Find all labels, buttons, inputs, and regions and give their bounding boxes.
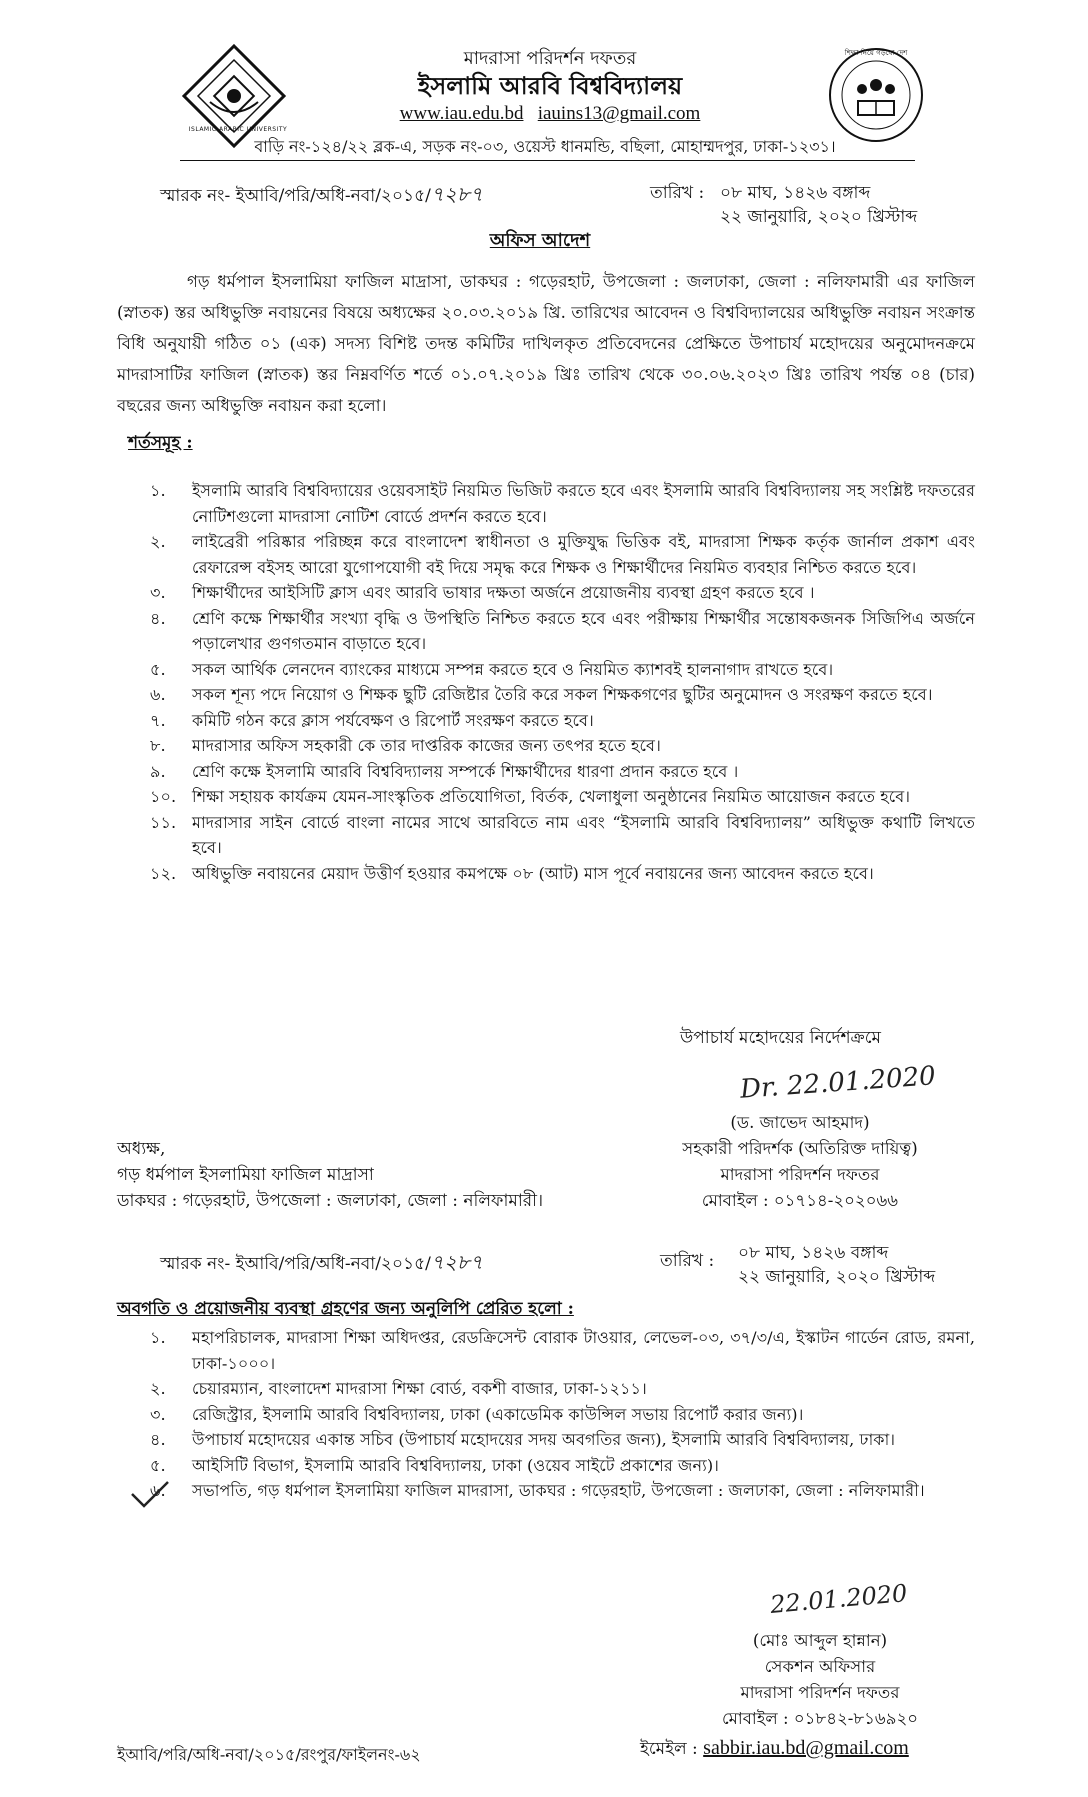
list-item: ৫. আইসিটি বিভাগ, ইসলামি আরবি বিশ্ববিদ্যালয়, ঢাকা (ওয়েব সাইটে প্রকাশের জন্য)।	[150, 1455, 719, 1475]
list-item: ৪. শ্রেণি কক্ষে শিক্ষার্থীর সংখ্যা বৃদ্ধি ও উপস্থিতি নিশ্চিত করতে হবে এবং পরীক্ষায় শিক্ষার্থীর সন্তোষকজনক সিজিপিএ অর্জনে পড়ালেখার গুণগতমান বাড়াতে হবে।	[150, 608, 975, 653]
list-item: ৯. শ্রেণি কক্ষে ইসলামি আরবি বিশ্ববিদ্যালয় সম্পর্কে শিক্ষার্থীদের ধারণা প্রদান করতে হবে ।	[150, 761, 739, 781]
signature-1-handwriting: Dr. 22.01.2020	[739, 1061, 937, 1105]
document-title: অফিস আদেশ	[489, 230, 591, 251]
directive-text: উপাচার্য মহোদয়ের নির্দেশক্রমে	[680, 1028, 881, 1048]
recipient-title: অধ্যক্ষ,	[117, 1139, 166, 1159]
memo-date-bangla-2: ০৮ মাঘ, ১৪২৬ বঙ্গাব্দ	[738, 1243, 889, 1263]
list-item: ৬. সভাপতি, গড় ধর্মপাল ইসলামিয়া ফাজিল মাদরাসা, ডাকঘর : গড়েরহাট, উপজেলা : জলঢাকা, জেলা : নলিফামারী।	[150, 1481, 925, 1500]
footer-reference: ইআবি/পরি/অধি-নবা/২০১৫/রংপুর/ফাইলনং-৬২	[117, 1745, 421, 1764]
signatory-1-name: (ড. জাভেদ আহমাদ)	[730, 1113, 870, 1132]
list-item: ৫. সকল আর্থিক লেনদেন ব্যাংকের মাধ্যমে সম্পন্ন করতে হবে ও নিয়মিত ক্যাশবই হালনাগাদ রাখতে হবে।	[150, 659, 834, 679]
email-label: ইমেইল :	[640, 1739, 698, 1759]
list-item: ৬. সকল শূন্য পদে নিয়োগ ও শিক্ষক ছুটি রেজিষ্টার তৈরি করে সকল শিক্ষকগণের ছুটির অনুমোদন ও সংরক্ষণ করতে হবে।	[150, 685, 933, 704]
list-item: ৪. উপাচার্য মহোদয়ের একান্ত সচিব (উপাচার্য মহোদয়ের সদয় অবগতির জন্য), ইসলামি আরবি বিশ্ববিদ্যালয়, ঢাকা।	[150, 1430, 896, 1449]
header-divider	[180, 160, 915, 161]
signatory-2-mobile: মোবাইল : ০১৮৪২-৮১৬৯২০	[721, 1709, 919, 1728]
list-item: ৩. রেজিস্ট্রার, ইসলামি আরবি বিশ্ববিদ্যালয়, ঢাকা (একাডেমিক কাউন্সিল সভায় রিপোর্ট করার জন্য)।	[150, 1404, 804, 1424]
header-email-link[interactable]: iauins13@gmail.com	[537, 103, 701, 124]
copy-list	[150, 1325, 975, 1504]
conditions-heading: শর্তসমূহ :	[128, 433, 193, 453]
memo-date-bangla: ০৮ মাঘ, ১৪২৬ বঙ্গাব্দ	[720, 183, 871, 203]
list-item: ১২. অধিভুক্তি নবায়নের মেয়াদ উত্তীর্ণ হওয়ার কমপক্ষে ০৮ (আট) মাস পূর্বে নবায়নের জন্য আবেদন করতে হবে।	[150, 863, 874, 883]
signatory-2-email-line	[640, 1736, 980, 1764]
list-item: ১১. মাদরাসার সাইন বোর্ডে বাংলা নামের সাথে আরবিতে নাম এবং “ইসলামি আরবি বিশ্ববিদ্যালয়” অধিভুক্ত কথাটি লিখতে হবে।	[150, 812, 975, 857]
website-link[interactable]: www.iau.edu.bd	[399, 103, 524, 124]
list-item: ৭. কমিটি গঠন করে ক্লাস পর্যবেক্ষণ ও রিপোর্ট সংরক্ষণ করতে হবে।	[150, 710, 594, 730]
body-paragraph: গড় ধর্মপাল ইসলামিয়া ফাজিল মাদ্রাসা, ডাকঘর : গড়েরহাট, উপজেলা : জলঢাকা, জেলা : নলিফামারী এর ফাজিল (স্নাতক) স্তর অধিভুক্তি নবায়নের বিষয়ে অধ্যক্ষের ২০.০৩.২০১৯ খ্রি. তারিখের আবেদন ও বিশ্ববিদ্যালয়ের অধিভুক্তি নবায়ন সংক্রান্ত বিধি অনুযায়ী গঠিত ০১ (এক) সদস্য বিশিষ্ট তদন্ত কমিটির দাখিলকৃত প্রতিবেদনের প্রেক্ষিতে উপাচার্য মহোদয়ের অনুমোদনক্রমে মাদরাসাটির ফাজিল (স্নাতক) স্তর নিম্নবর্ণিত শর্তে ০১.০৭.২০১৯ খ্রিঃ তারিখ থেকে ৩০.০৬.২০২৩ খ্রিঃ তারিখ পর্যন্ত ০৪ (চার) বছরের জন্য অধিভুক্তি নবায়ন করা হলো।	[117, 272, 976, 415]
list-item: ২. চেয়ারম্যান, বাংলাদেশ মাদরাসা শিক্ষা বোর্ড, বকশী বাজার, ঢাকা-১২১১।	[150, 1379, 647, 1398]
memo-ref-handwritten: ৭২৮৭	[430, 182, 483, 206]
signatory-2-block	[680, 1628, 960, 1732]
memo-date-gregorian: ২২ জানুয়ারি, ২০২০ খ্রিস্টাব্দ	[720, 207, 918, 227]
signatory-1-mobile: মোবাইল : ০১৭১৪-২০২০৬৬	[701, 1191, 899, 1210]
memo-reference-2	[160, 1248, 630, 1281]
signatory-2-email-link[interactable]: sabbir.iau.bd@gmail.com	[703, 1737, 909, 1759]
checkmark-icon	[130, 1480, 170, 1510]
office-name: মাদরাসা পরিদর্শন দফতর	[463, 48, 637, 69]
memo-date-label: তারিখ :	[650, 183, 705, 203]
memo-reference	[160, 180, 630, 213]
signature-2-handwriting: 22.01.2020	[769, 1579, 909, 1619]
signatory-1-office: মাদরাসা পরিদর্শন দফতর	[720, 1165, 880, 1184]
left-logo-text: ISLAMIC ARABIC UNIVERSITY	[188, 126, 288, 133]
recipient-block	[117, 1136, 543, 1214]
conditions-list	[150, 478, 975, 886]
recipient-address: ডাকঘর : গড়েরহাট, উপজেলা : জলঢাকা, জেলা : নলিফামারী।	[117, 1191, 544, 1211]
signatory-2-office: মাদরাসা পরিদর্শন দফতর	[740, 1683, 900, 1702]
signatory-1-designation: সহকারী পরিদর্শক (অতিরিক্ত দায়িত্ব)	[682, 1139, 918, 1158]
copy-heading: অবগতি ও প্রয়োজনীয় ব্যবস্থা গ্রহণের জন্য অনুলিপি প্রেরিত হলো :	[117, 1299, 574, 1319]
memo-ref-label: স্মারক নং- ইআবি/পরি/অধি-নবা/২০১৫/	[160, 186, 431, 206]
contact-line	[300, 103, 800, 125]
memo-date-gregorian-2: ২২ জানুয়ারি, ২০২০ খ্রিস্টাব্দ	[738, 1267, 936, 1287]
signatory-2-name: (মোঃ আব্দুল হান্নান)	[752, 1631, 888, 1650]
memo-ref-label-2: স্মারক নং- ইআবি/পরি/অধি-নবা/২০১৫/	[160, 1254, 431, 1274]
list-item: ১. ইসলামি আরবি বিশ্ববিদ্যায়ের ওয়েবসাইট নিয়মিত ভিজিট করতে হবে এবং ইসলামি আরবি বিশ্ববিদ্যালয় সহ সংশ্লিষ্ট দফতরের নোটিশগুলো মাদরাসা নোটিশ বোর্ডে প্রদর্শন করতে হবে।	[150, 481, 975, 526]
list-item: ৩. শিক্ষার্থীদের আইসিটি ক্লাস এবং আরবি ভাষার দক্ষতা অর্জনে প্রয়োজনীয় ব্যবস্থা গ্রহণ করতে হবে ।	[150, 583, 815, 602]
list-item: ১. মহাপরিচালক, মাদরাসা শিক্ষা অধিদপ্তর, রেডক্রিসেন্ট বোরাক টাওয়ার, লেভেল-০৩, ৩৭/৩/এ, ইস্কাটন গার্ডেন রোড, রমনা, ঢাকা-১০০০।	[150, 1328, 975, 1373]
recipient-institution: গড় ধর্মপাল ইসলামিয়া ফাজিল মাদ্রাসা	[117, 1165, 374, 1185]
signatory-1-block	[640, 1110, 960, 1214]
signatory-2-designation: সেকশন অফিসার	[764, 1657, 876, 1676]
university-name: ইসলামি আরবি বিশ্ববিদ্যালয়	[417, 71, 683, 100]
campaign-logo-right	[826, 45, 926, 145]
list-item: ১০. শিক্ষা সহায়ক কার্যক্রম যেমন-সাংস্কৃতিক প্রতিযোগিতা, বির্তক, খেলাধুলা অনুষ্ঠানের নিয়মিত আয়োজন করতে হবে।	[150, 787, 911, 806]
right-logo-text: শিক্ষা নিয়ে গড়বো দেশ	[844, 49, 908, 57]
list-item: ২. লাইব্রেরী পরিষ্কার পরিচ্ছন্ন করে বাংলাদেশ স্বাধীনতা ও মুক্তিযুদ্ধ ভিত্তিক বই, মাদরাসা শিক্ষক কর্তৃক জার্নাল প্রকাশ এবং রেফারেন্স বইসহ আরো যুগোপযোগী বই দিয়ে সমৃদ্ধ করে শিক্ষক ও শিক্ষার্থীদের নিয়মিত ব্যবহার নিশ্চিত করতে হবে।	[150, 532, 975, 577]
memo-ref-handwritten-2: ৭২৮৭	[430, 1250, 483, 1274]
list-item: ৮. মাদরাসার অফিস সহকারী কে তার দাপ্তরিক কাজের জন্য তৎপর হতে হবে।	[150, 736, 661, 755]
memo-date-label-2: তারিখ :	[660, 1251, 715, 1271]
header-address: বাড়ি নং-১২৪/২২ ব্লক-এ, সড়ক নং-০৩, ওয়েস্ট ধানমন্ডি, বছিলা, মোহাম্মদপুর, ঢাকা-১২৩১।	[254, 137, 836, 156]
